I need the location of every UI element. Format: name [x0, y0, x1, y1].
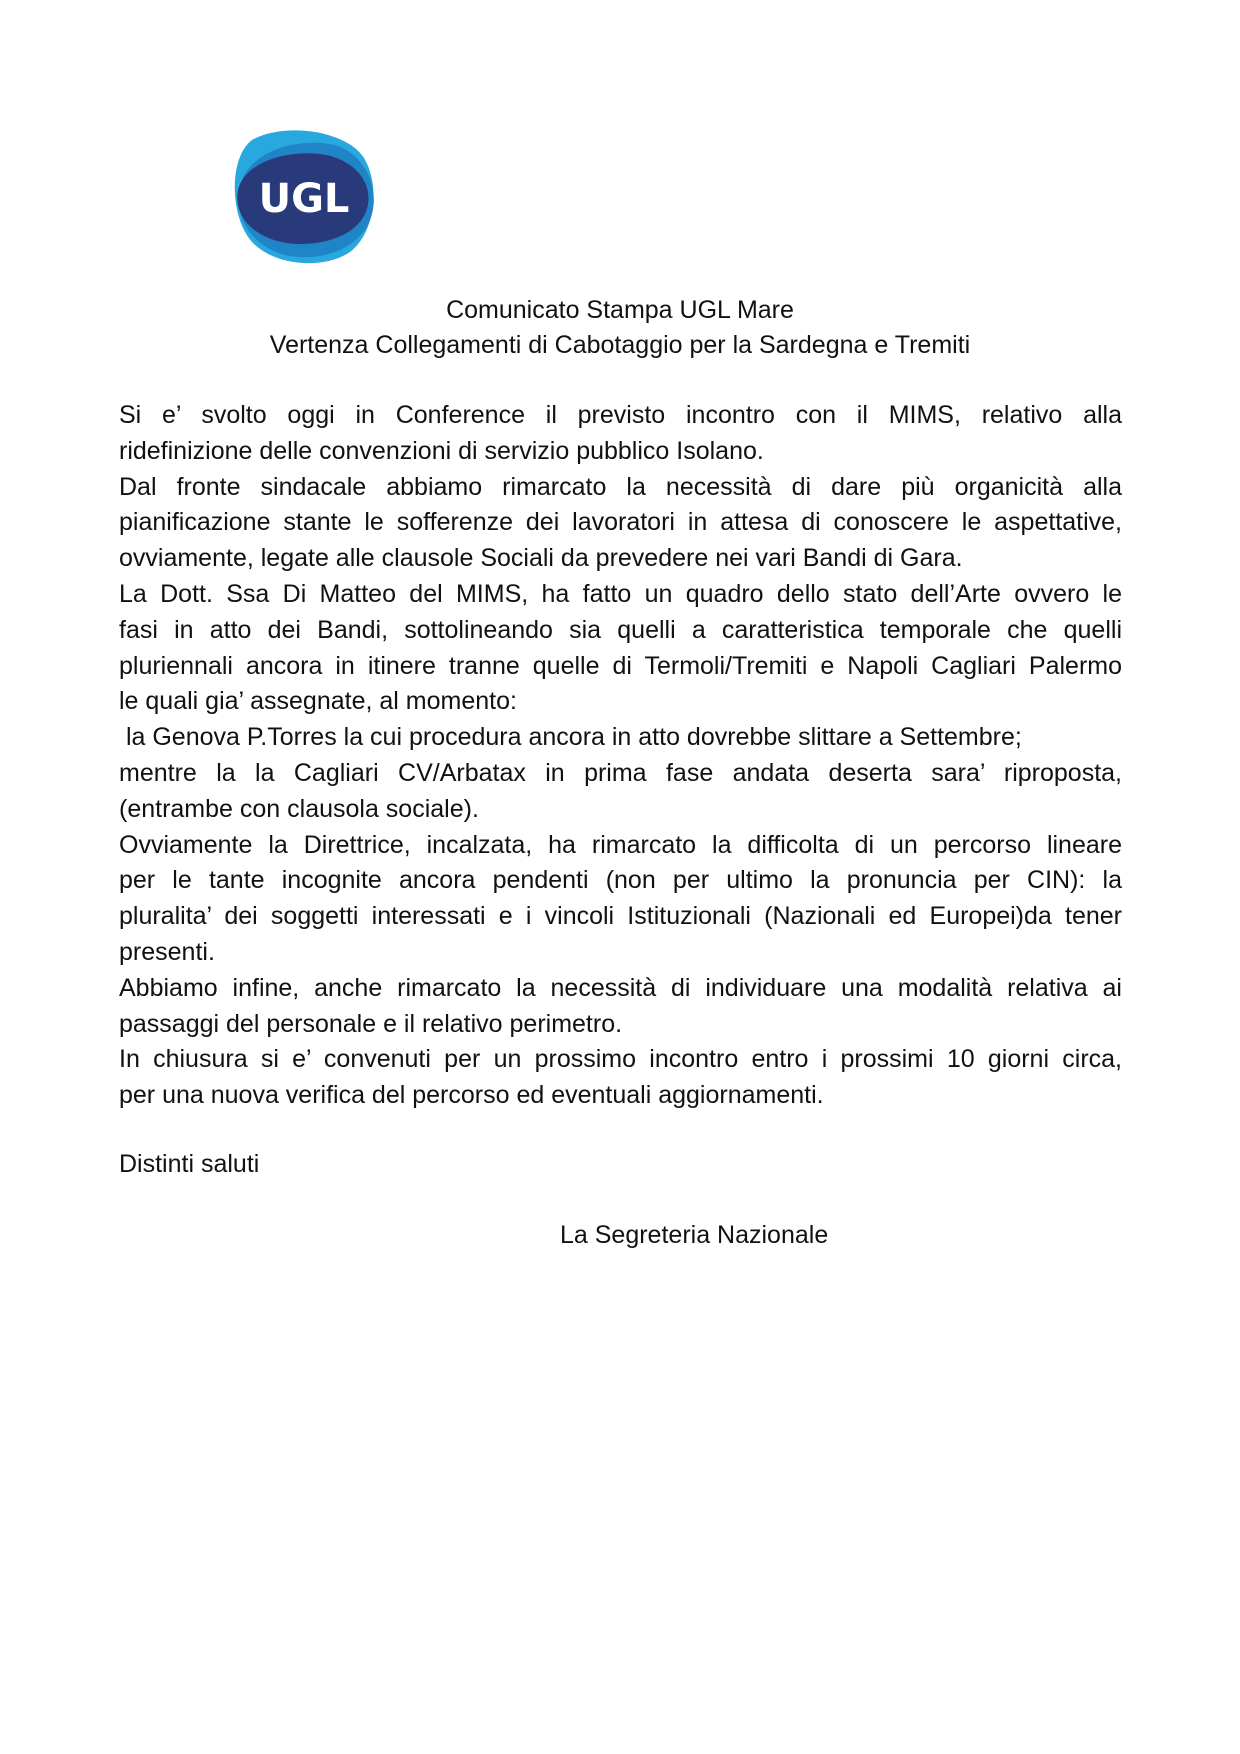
body-line: passaggi del personale e il relativo perimetro. [119, 1009, 623, 1038]
heading-subtitle: Vertenza Collegamenti di Cabotaggio per la Sardegna e Tremiti [269, 331, 971, 359]
press-release-heading [0, 293, 1240, 363]
body-line: ridefinizione delle convenzioni di servizio pubblico Isolano. [119, 436, 764, 465]
body-line: pluralita’ dei soggetti interessati e i vincoli Istituzionali (Nazionali ed Europei)da tener [119, 902, 1122, 931]
signature: La Segreteria Nazionale [560, 1221, 829, 1249]
press-release-body [119, 398, 1122, 1114]
body-line: Dal fronte sindacale abbiamo rimarcato la necessità di dare più organicità alla [119, 472, 1122, 501]
body-line: per le tante incognite ancora pendenti (non per ultimo la pronuncia per CIN): la [119, 866, 1122, 895]
body-line: le quali gia’ assegnate, al momento: [119, 687, 517, 716]
body-line: (entrambe con clausola sociale). [119, 794, 479, 823]
ugl-logo-graphic [234, 128, 374, 264]
ugl-logo-text: UGL [258, 176, 350, 222]
body-line: presenti. [119, 937, 215, 966]
closing-salutation: Distinti saluti [119, 1150, 260, 1178]
body-line: la Genova P.Torres la cui procedura ancora in atto dovrebbe slittare a Settembre; [119, 723, 1022, 752]
body-line: ovviamente, legate alle clausole Sociali da prevedere nei vari Bandi di Gara. [119, 544, 963, 573]
body-line: pluriennali ancora in itinere tranne quelle di Termoli/Tremiti e Napoli Cagliari Palermo [119, 651, 1122, 680]
body-line: mentre la la Cagliari CV/Arbatax in prima fase andata deserta sara’ riproposta, [119, 758, 1122, 787]
heading-title: Comunicato Stampa UGL Mare [446, 296, 794, 324]
body-line: In chiusura si e’ convenuti per un prossimo incontro entro i prossimi 10 giorni circa, [119, 1045, 1122, 1074]
ugl-logo [234, 128, 374, 264]
body-line: fasi in atto dei Bandi, sottolineando sia quelli a caratteristica temporale che quelli [119, 615, 1122, 644]
body-line: per una nuova verifica del percorso ed eventuali aggiornamenti. [119, 1081, 824, 1110]
body-line: pianificazione stante le sofferenze dei lavoratori in attesa di conoscere le aspettative, [119, 508, 1122, 537]
body-line: Ovviamente la Direttrice, incalzata, ha rimarcato la difficolta di un percorso lineare [119, 830, 1122, 859]
body-line: La Dott. Ssa Di Matteo del MIMS, ha fatto un quadro dello stato dell’Arte ovvero le [119, 579, 1122, 608]
body-line: Abbiamo infine, anche rimarcato la necessità di individuare una modalità relativa ai [119, 973, 1122, 1002]
body-line: Si e’ svolto oggi in Conference il previsto incontro con il MIMS, relativo alla [119, 401, 1122, 429]
